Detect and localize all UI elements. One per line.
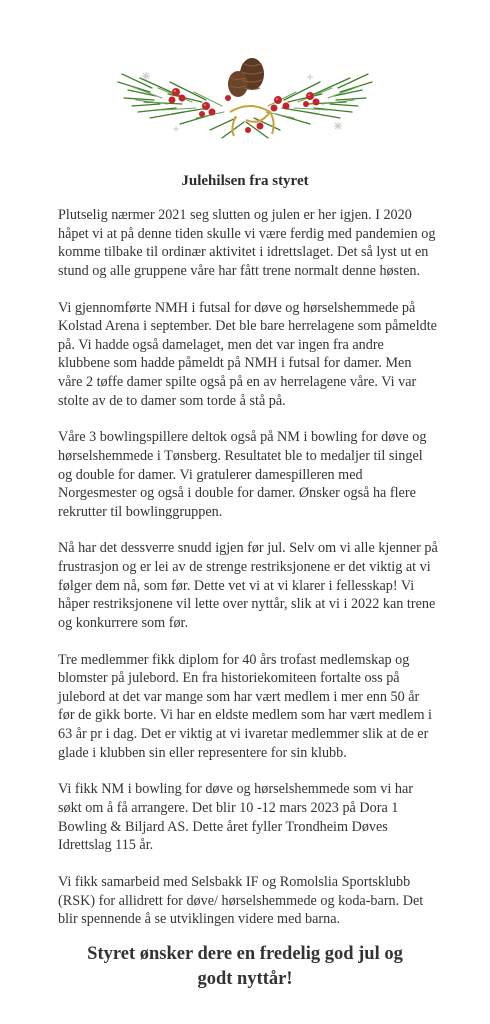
closing-line-2: godt nyttår! [197, 969, 293, 989]
closing-greeting [0, 942, 490, 992]
letter-body [58, 206, 438, 947]
paragraph-cooperation: Vi fikk samarbeid med Selsbakk IF og Romolslia Sportsklubb (RSK) for allidrett for døve/ hørselshemmede og koda-barn. Det blir spennende å se utviklingen videre med barna. [58, 873, 424, 928]
paragraph-members: Tre medlemmer fikk diplom for 40 års trofast medlemskap og blomster på julebord. En fra historiekomiteen fortalte oss på julebord at det var mange som har vært medlem i mer enn 50 år før de gikk borte. Vi har en eldste medlem som har vært medlem i 63 år pr i dag. Det er viktig at vi ivaretar medlemmer slik at de er glade i klubben sin eller representere for sin klubb. [58, 651, 432, 761]
page-title: Julehilsen fra styret [181, 173, 309, 189]
paragraph-restrictions: Nå har det dessverre snudd igjen før jul. Selv om vi alle kjenner på frustrasjon og er lei av de strenge restriksjonene er det viktig at vi følger dem nå, som før. Dette vet vi at vi klarer i fellesskap! Vi håper restriksjonene vil lette over nyttår, slik at vi i 2022 kan trene og konkurrere som før. [58, 540, 438, 631]
paragraph-futsal: Vi gjennomførte NMH i futsal for døve og hørselshemmede på Kolstad Arena i september. Det ble bare herrelagene som påmeldte på. Vi hadde også damelaget, men det var ingen fra andre klubbene som hadde påmeldt på NMH i futsal for damer. Men våre 2 tøffe damer spilte også på en av herrelagene våre. Vi var stolte av de to damer som torde å stå på. [58, 299, 437, 409]
paragraph-intro: Plutselig nærmer 2021 seg slutten og julen er her igjen. I 2020 håpet vi at på denne tiden skulle vi være ferdig med pandemien og komme tilbake til ordinær aktivitet i idrettslaget. Det så lyst ut en stund og alle gruppene våre har fått trene normalt denne høsten. [58, 207, 436, 279]
closing-line-1: Styret ønsker dere en fredelig god jul og [87, 944, 403, 964]
paragraph-bowling: Våre 3 bowlingspillere deltok også på NM i bowling for døve og hørselshemmede i Tønsberg. Resultatet ble to medaljer til singel og double for damer. Vi gratulerer damespilleren med Norgesmester og også i double for damer. Ønsker også ha flere rekrutter til bowlinggruppen. [58, 429, 427, 520]
paragraph-nm-bowling: Vi fikk NM i bowling for døve og hørselshemmede som vi har søkt om å få arrangere. Det blir 10 -12 mars 2023 på Dora 1 Bowling & Biljard AS. Dette året fyller Trondheim Døves Idrettslag 115 år. [58, 781, 413, 854]
christmas-garland-icon [110, 52, 380, 152]
